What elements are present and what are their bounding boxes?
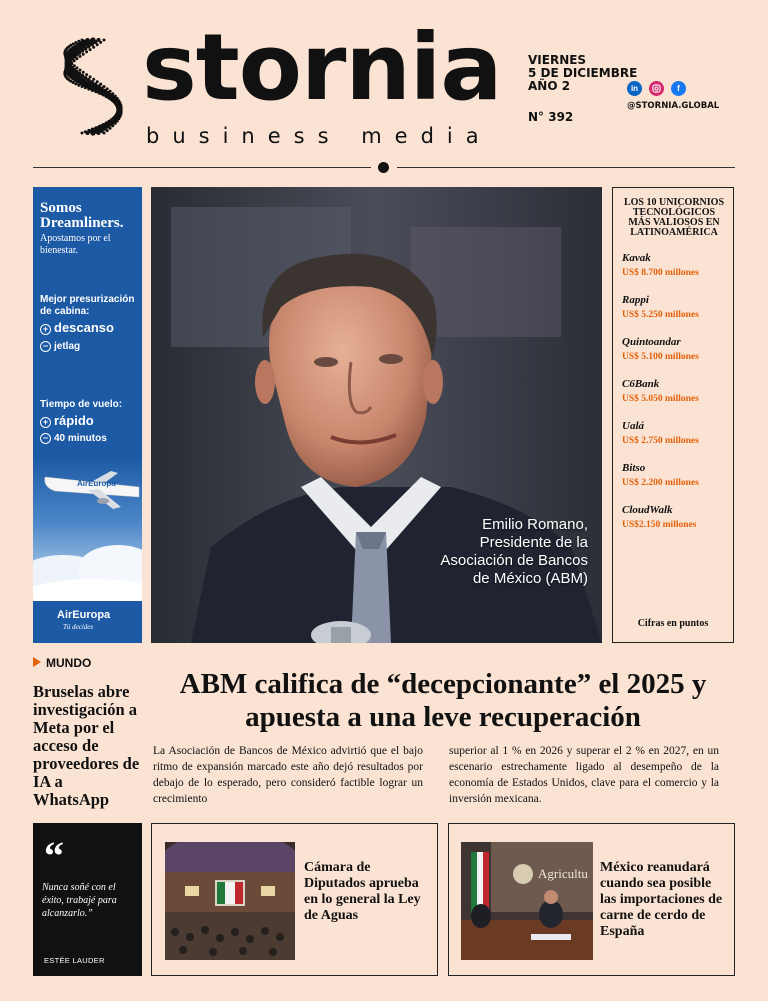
brand-name: stornia — [142, 14, 502, 121]
ad-footer — [33, 601, 142, 643]
divider-right — [397, 167, 735, 168]
plus-icon: + — [40, 417, 51, 428]
unicorn-valuation: US$ 2.200 millones — [622, 478, 699, 488]
minus-icon: − — [40, 341, 51, 352]
unicorn-item — [622, 462, 733, 488]
unicorn-name: Ualá — [622, 420, 644, 432]
stornia-logo-icon — [58, 34, 128, 139]
airline-advertisement[interactable] — [33, 187, 142, 643]
airline-logo: AirEuropa — [57, 609, 111, 621]
quote-author: ESTÉE LAUDER — [44, 956, 105, 965]
instagram-icon[interactable] — [649, 81, 664, 96]
hero-caption: Emilio Romano, Presidente de la Asociación de Bancos de México (ABM) — [440, 516, 588, 587]
story-card[interactable] — [151, 823, 438, 976]
plus-icon: + — [40, 324, 51, 335]
unicorn-valuation: US$ 2.750 millones — [622, 436, 699, 446]
ad-title: Somos Dreamliners. — [40, 200, 124, 231]
linkedin-icon[interactable]: in — [627, 81, 642, 96]
date-block — [528, 54, 637, 93]
date-full: 5 DE DICIEMBRE — [528, 66, 638, 80]
ad-block1-heading: Mejor presurización de cabina: — [40, 294, 135, 317]
unicorn-valuation: US$ 5.250 millones — [622, 310, 699, 320]
article-column-1: La Asociación de Bancos de México advirtió que el bajo ritmo de expansión marcado este año dejó resultados por debajo de lo esperado, pero consideró factible lograr un crecimiento — [153, 745, 423, 805]
facebook-icon[interactable]: f — [671, 81, 686, 96]
story-card[interactable] — [448, 823, 735, 976]
mundo-headline[interactable]: Bruselas abre investigación a Meta por el acceso de proveedores de IA a WhatsApp — [33, 682, 140, 809]
unicorn-item — [622, 294, 733, 320]
quote-box — [33, 823, 142, 976]
social-links — [627, 81, 686, 96]
story-image-chamber — [165, 842, 295, 960]
ad-subtitle: Apostamos por el bienestar. — [40, 233, 111, 256]
unicorn-name: C6Bank — [622, 378, 660, 390]
unicorn-item — [622, 378, 733, 404]
story-headline[interactable]: México reanudará cuando sea posible las importaciones de carne de cerdo de España — [600, 860, 723, 939]
minus-icon: − — [40, 433, 51, 444]
main-headline[interactable]: ABM califica de “decepcionante” el 2025 y apuesta a una leve recuperación — [179, 668, 707, 733]
unicorn-valuation: US$ 8.700 millones — [622, 268, 699, 278]
ad-block2-heading: Tiempo de vuelo: — [40, 399, 123, 410]
unicorn-item — [622, 504, 733, 530]
unicorn-name: Rappi — [622, 294, 649, 306]
unicorns-footnote: Cifras en puntos — [637, 618, 709, 629]
ad-block2-minus: − 40 minutos — [40, 433, 107, 444]
unicorn-item — [622, 420, 733, 446]
ad-airplane-sky — [33, 457, 142, 601]
airline-slogan: Tú decides — [63, 623, 94, 631]
quote-mark-icon: “ — [44, 833, 64, 878]
year-label: AÑO 2 — [528, 79, 571, 93]
hero-photo — [151, 187, 602, 643]
ad-plane-livery: AirEuropa — [77, 479, 116, 488]
unicorn-valuation: US$2.150 millones — [622, 520, 697, 530]
social-handle[interactable]: @STORNIA.GLOBAL — [627, 101, 720, 111]
story-image-agriculture — [461, 842, 593, 960]
unicorn-name: Quintoandar — [622, 336, 681, 348]
article-column-2: superior al 1 % en 2026 y superar el 2 % en 2027, en un escenario estrechamente ligado al desempeño de la economía de Estados Unidos, clave para el comercio y la inversión mexicana. — [449, 745, 719, 805]
ad-block2-plus: + rápido — [40, 413, 94, 428]
unicorn-valuation: US$ 5.100 millones — [622, 352, 699, 362]
unicorn-valuation: US$ 5.050 millones — [622, 394, 699, 404]
unicorn-item — [622, 252, 733, 278]
unicorns-list — [622, 252, 733, 530]
brand-tagline: business media — [146, 124, 492, 148]
unicorn-item — [622, 336, 733, 362]
story-headline[interactable]: Cámara de Diputados aprueba en lo general la Ley de Aguas — [304, 860, 421, 923]
divider-left — [33, 167, 371, 168]
ad-block1-minus: − jetlag — [40, 341, 80, 352]
story-image-sign-text: Agricultu — [538, 866, 588, 881]
unicorn-name: CloudWalk — [622, 504, 673, 516]
triangle-bullet-icon — [33, 657, 41, 667]
issue-number: N° 392 — [528, 110, 574, 124]
quote-text: Nunca soñé con el éxito, trabajé para alcanzarlo.” — [42, 882, 117, 919]
divider-ornament-icon — [378, 162, 389, 173]
unicorn-name: Bitso — [622, 462, 646, 474]
unicorns-title: LOS 10 UNICORNIOS TECNOLÓGICOS MÁS VALIOSOS EN LATINOAMÉRICA — [623, 197, 725, 238]
unicorns-ranking — [612, 187, 734, 643]
date-day: VIERNES — [528, 53, 587, 67]
unicorn-name: Kavak — [622, 252, 651, 264]
section-label-mundo[interactable]: MUNDO — [33, 656, 91, 670]
ad-block1-plus: + descanso — [40, 320, 114, 335]
